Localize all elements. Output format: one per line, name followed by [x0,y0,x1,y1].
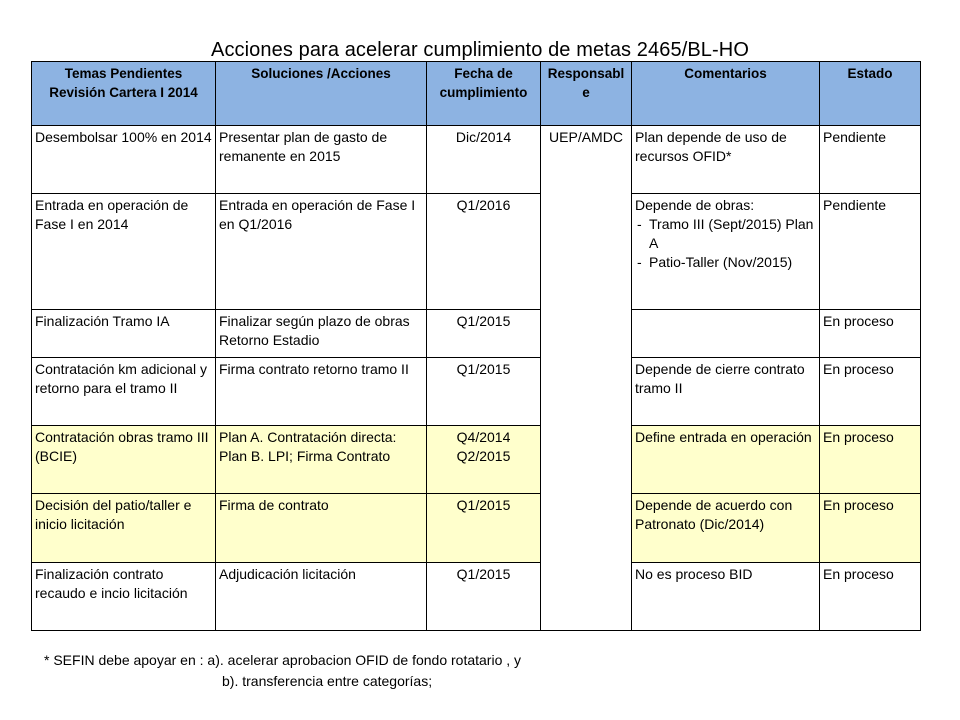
cell-responsable: UEP/AMDC [541,126,632,631]
list-item: - Patio-Taller (Nov/2015) [635,253,816,272]
cell-estado: En proceso [820,426,921,494]
table-row [32,494,921,563]
cell-estado: En proceso [820,310,921,358]
header-comentarios: Comentarios [632,62,820,126]
list-item: - Tramo III (Sept/2015) Plan A [635,215,816,253]
table-row [32,310,921,358]
cell-fecha: Q1/2015 [427,310,541,358]
cell-fecha: Q1/2015 [427,563,541,631]
cell-estado: Pendiente [820,126,921,194]
table-header-row [32,62,921,126]
header-soluciones: Soluciones /Acciones [216,62,427,126]
cell-accion: Adjudicación licitación [216,563,427,631]
cell-comentario [632,310,820,358]
cell-accion: Firma de contrato [216,494,427,563]
page-title: Acciones para acelerar cumplimiento de metas 2465/BL-HO [211,39,749,61]
cell-comentario: Define entrada en operación [632,426,820,494]
cell-comentario: Plan depende de uso de recursos OFID* [632,126,820,194]
cell-estado: En proceso [820,563,921,631]
cell-estado: En proceso [820,358,921,426]
accion-line: Plan B. LPI; Firma Contrato [219,448,391,464]
cell-tema: Desembolsar 100% en 2014 [32,126,216,194]
cell-tema: Entrada en operación de Fase I en 2014 [32,194,216,310]
table-row [32,426,921,494]
cell-comentario: Depende de acuerdo con Patronato (Dic/2014) [632,494,820,563]
cell-fecha: Q1/2015 [427,494,541,563]
table-row [32,563,921,631]
cell-tema: Decisión del patio/taller e inicio licitación [32,494,216,563]
table-row [32,358,921,426]
accion-line: Plan A. Contratación directa: [219,429,397,445]
cell-accion: Presentar plan de gasto de remanente en 2015 [216,126,427,194]
fecha-line: Q2/2015 [456,448,511,464]
cell-fecha: Q1/2016 [427,194,541,310]
cell-accion [216,426,427,494]
table-row [32,194,921,310]
header-fecha: Fecha de cumplimiento [427,62,541,126]
footnote [44,650,521,692]
cell-tema: Contratación km adicional y retorno para el tramo II [32,358,216,426]
fecha-line: Q4/2014 [456,429,511,445]
actions-table [31,61,921,631]
cell-fecha [427,426,541,494]
cell-comentario [632,194,820,310]
footnote-line-1: * SEFIN debe apoyar en : a). acelerar aprobacion OFID de fondo rotatario , y [44,652,522,668]
cell-comentario: Depende de cierre contrato tramo II [632,358,820,426]
cell-tema: Finalización Tramo IA [32,310,216,358]
cell-fecha: Dic/2014 [427,126,541,194]
header-temas: Temas Pendientes Revisión Cartera I 2014 [32,62,216,126]
footnote-line-2: b). transferencia entre categorías; [222,673,433,689]
cell-estado: En proceso [820,494,921,563]
table-row [32,126,921,194]
cell-estado: Pendiente [820,194,921,310]
comentario-list [635,215,816,272]
cell-tema: Finalización contrato recaudo e incio licitación [32,563,216,631]
cell-comentario: No es proceso BID [632,563,820,631]
comentario-intro: Depende de obras: [635,197,755,213]
cell-fecha: Q1/2015 [427,358,541,426]
cell-accion: Firma contrato retorno tramo II [216,358,427,426]
cell-tema: Contratación obras tramo III (BCIE) [32,426,216,494]
header-estado: Estado [820,62,921,126]
cell-accion: Finalizar según plazo de obras Retorno Estadio [216,310,427,358]
cell-accion: Entrada en operación de Fase I en Q1/2016 [216,194,427,310]
header-responsable: Responsabl e [541,62,632,126]
